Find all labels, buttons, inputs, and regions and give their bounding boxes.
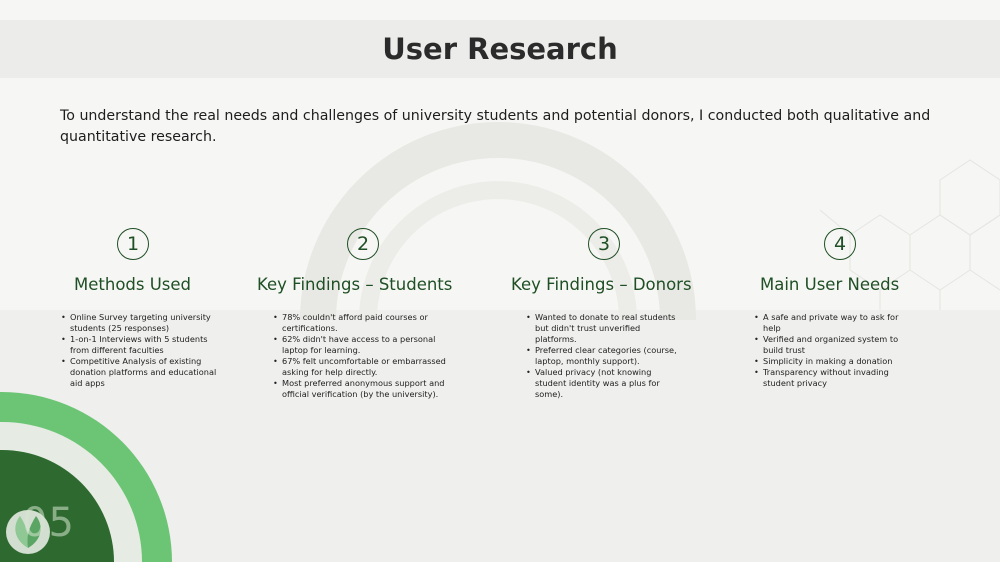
list-item: • Simplicity in making a donation [763, 356, 908, 367]
bullet-list [525, 312, 683, 400]
list-item: • Valued privacy (not knowing student identity was a plus for some). [535, 367, 683, 400]
column-title: Main User Needs [760, 275, 900, 294]
list-item: • Wanted to donate to real students but didn't trust unverified platforms. [535, 312, 683, 345]
bullet-list [272, 312, 454, 400]
list-item: • 78% couldn't afford paid courses or certifications. [282, 312, 454, 334]
page-number: 05 [22, 500, 75, 546]
step-number-circle: 2 [347, 228, 379, 260]
step-number-circle: 4 [824, 228, 856, 260]
list-item: • Online Survey targeting university students (25 responses) [70, 312, 220, 334]
inner-arc [368, 190, 628, 320]
list-item: • Preferred clear categories (course, laptop, monthly support). [535, 345, 683, 367]
step-number-circle: 1 [117, 228, 149, 260]
list-item: • 62% didn't have access to a personal laptop for learning. [282, 334, 454, 356]
list-item: • Competitive Analysis of existing donation platforms and educational aid apps [70, 356, 220, 389]
list-item: • A safe and private way to ask for help [763, 312, 908, 334]
bullet-list [753, 312, 908, 389]
list-item: • Most preferred anonymous support and official verification (by the university). [282, 378, 454, 400]
bullet-list [60, 312, 220, 389]
step-number-circle: 3 [588, 228, 620, 260]
slide-title: User Research [382, 32, 618, 66]
list-item: • Transparency without invading student privacy [763, 367, 908, 389]
list-item: • 1-on-1 Interviews with 5 students from different faculties [70, 334, 220, 356]
column-title: Key Findings – Donors [511, 275, 692, 294]
intro-paragraph: To understand the real needs and challenges of university students and potential donors, I conducted both qualitative and quantitative research. [60, 108, 931, 145]
column-title: Key Findings – Students [257, 275, 453, 294]
list-item: • Verified and organized system to build trust [763, 334, 908, 356]
list-item: • 67% felt uncomfortable or embarrassed asking for help directly. [282, 356, 454, 378]
column-title: Methods Used [74, 275, 192, 294]
